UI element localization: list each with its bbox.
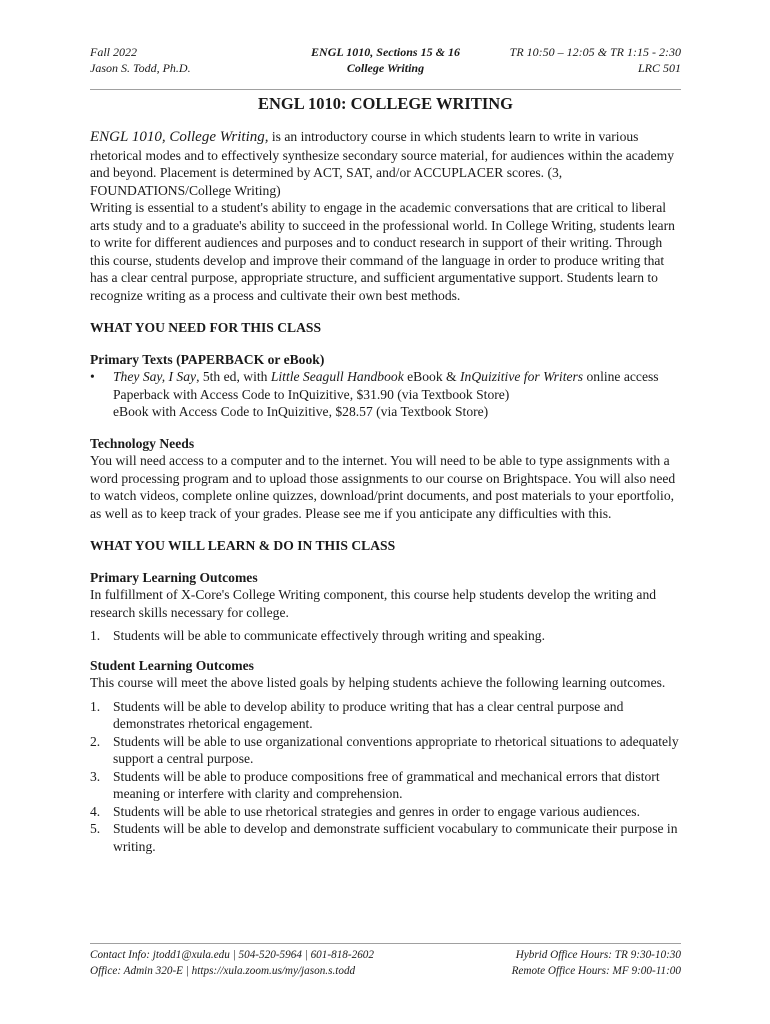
semester-label: Fall 2022 bbox=[90, 45, 137, 59]
course-sections: ENGL 1010, Sections 15 & 16 bbox=[311, 45, 460, 59]
item-text: Students will be able to produce compositions free of grammatical and mechanical errors that distort meaning or interfere with clarity and comprehension. bbox=[113, 768, 660, 801]
item-number: 3. bbox=[90, 768, 101, 784]
purchase-option: eBook with Access Code to InQuizitive, $28.57 (via Textbook Store) bbox=[113, 404, 489, 419]
student-outcomes-paragraph: This course will meet the above listed goals by helping students achieve the following learning outcomes. bbox=[90, 675, 666, 690]
intro-paragraph bbox=[90, 128, 681, 199]
list-item bbox=[90, 698, 681, 733]
primary-outcomes-heading: Primary Learning Outcomes bbox=[90, 569, 258, 585]
footer-left bbox=[90, 948, 374, 979]
primary-outcomes-list bbox=[90, 627, 681, 645]
item-number: 4. bbox=[90, 803, 101, 819]
hybrid-office-hours: Hybrid Office Hours: TR 9:30-10:30 bbox=[515, 949, 681, 961]
document-title: ENGL 1010: COLLEGE WRITING bbox=[257, 94, 514, 113]
header-right bbox=[510, 44, 681, 76]
primary-outcomes-paragraph: In fulfillment of X-Core's College Writing component, this course help students develop the writing and research skills necessary for college. bbox=[90, 587, 657, 620]
item-text: Students will be able to use organizational conventions appropriate to rhetorical situations to adequately support a central purpose. bbox=[113, 733, 679, 766]
item-number: 1. bbox=[90, 698, 101, 714]
list-item bbox=[90, 803, 681, 821]
item-number: 1. bbox=[90, 628, 101, 643]
primary-texts-heading: Primary Texts (PAPERBACK or eBook) bbox=[90, 351, 325, 367]
header-divider bbox=[90, 89, 681, 90]
student-outcomes-list bbox=[90, 698, 681, 856]
student-outcomes-heading: Student Learning Outcomes bbox=[90, 657, 254, 673]
list-item: • They Say, I Say, 5th ed, with Little Seagull Handbook eBook & InQuizitive for Writers online access Paperback with Access Code to InQuizitive, $31.90 (via Textbook Store) eBook with Access Code to InQuizitive, $28.57 (via Textbook Store) bbox=[90, 368, 681, 421]
learn-heading: WHAT YOU WILL LEARN & DO IN THIS CLASS bbox=[90, 538, 396, 553]
list-item bbox=[90, 627, 681, 645]
course-name: ENGL 1010, College Writing, bbox=[90, 129, 269, 145]
item-text: Students will be able to develop and demonstrate sufficient vocabulary to communicate their purpose in writing. bbox=[113, 821, 678, 854]
book-title: They Say, I Say bbox=[113, 369, 197, 384]
item-number: 5. bbox=[90, 821, 101, 836]
texts-list bbox=[90, 368, 681, 421]
instructor-name: Jason S. Todd, Ph.D. bbox=[90, 61, 191, 75]
main-content bbox=[90, 128, 681, 855]
list-item bbox=[90, 733, 681, 768]
meeting-room: LRC 501 bbox=[637, 61, 681, 75]
footer-divider bbox=[90, 943, 681, 944]
item-text: Students will be able to communicate effectively through writing and speaking. bbox=[113, 628, 545, 643]
contact-info: Contact Info: jtodd1@xula.edu | 504-520-5964 | 601-818-2602 bbox=[90, 949, 374, 961]
list-item bbox=[90, 820, 681, 855]
book-title: Little Seagull Handbook bbox=[270, 369, 404, 384]
item-text: Students will be able to develop ability to produce writing that has a clear central purpose and demonstrates rhetorical engagement. bbox=[113, 698, 624, 731]
course-title-short: College Writing bbox=[346, 61, 425, 75]
meeting-times: TR 10:50 – 12:05 & TR 1:15 - 2:30 bbox=[509, 45, 681, 59]
purchase-option: Paperback with Access Code to InQuizitive, $31.90 (via Textbook Store) bbox=[113, 386, 510, 402]
technology-paragraph: You will need access to a computer and to the internet. You will need to be able to type assignments with a word processing program and to upload those assignments to our course on Brightspace. You will also need to watch videos, complete online quizzes, download/print documents, and post materials to your eportfolio, as well as to keep track of your grades. Please see me if you anticipate any difficulties with this. bbox=[90, 453, 676, 521]
writing-paragraph: Writing is essential to a student's ability to engage in the academic conversations that are critical to liberal arts study and to a graduate's ability to succeed in the professional world. In College Writing, students learn to write for different audiences and purposes and to conduct research in support of their writing. Through this course, students develop and improve their command of the language in order to produce writing that has a clear central purpose, appropriate structure, and sufficient argumentative support. Students learn to recognize writing as a process and cultivate their own best methods. bbox=[90, 200, 675, 303]
need-heading: WHAT YOU NEED FOR THIS CLASS bbox=[90, 320, 322, 335]
item-text: Students will be able to use rhetorical strategies and genres in order to engage various audiences. bbox=[113, 803, 640, 819]
intro-text: is an introductory course in which students learn to write in various rhetorical modes and to effectively synthesize secondary source material, for audiences within the academy and beyond. Placement is determined by ACT, SAT, and/or ACCUPLACER scores. (3, FOUNDATIONS/College Writing) bbox=[90, 129, 675, 198]
technology-heading: Technology Needs bbox=[90, 435, 195, 451]
footer-right bbox=[512, 948, 681, 979]
item-number: 2. bbox=[90, 733, 101, 749]
office-info: Office: Admin 320-E | https://xula.zoom.us/my/jason.s.todd bbox=[90, 964, 356, 977]
page-header bbox=[90, 44, 681, 78]
list-item bbox=[90, 768, 681, 803]
book-title: InQuizitive for Writers bbox=[460, 369, 584, 384]
remote-office-hours: Remote Office Hours: MF 9:00-11:00 bbox=[511, 964, 681, 977]
